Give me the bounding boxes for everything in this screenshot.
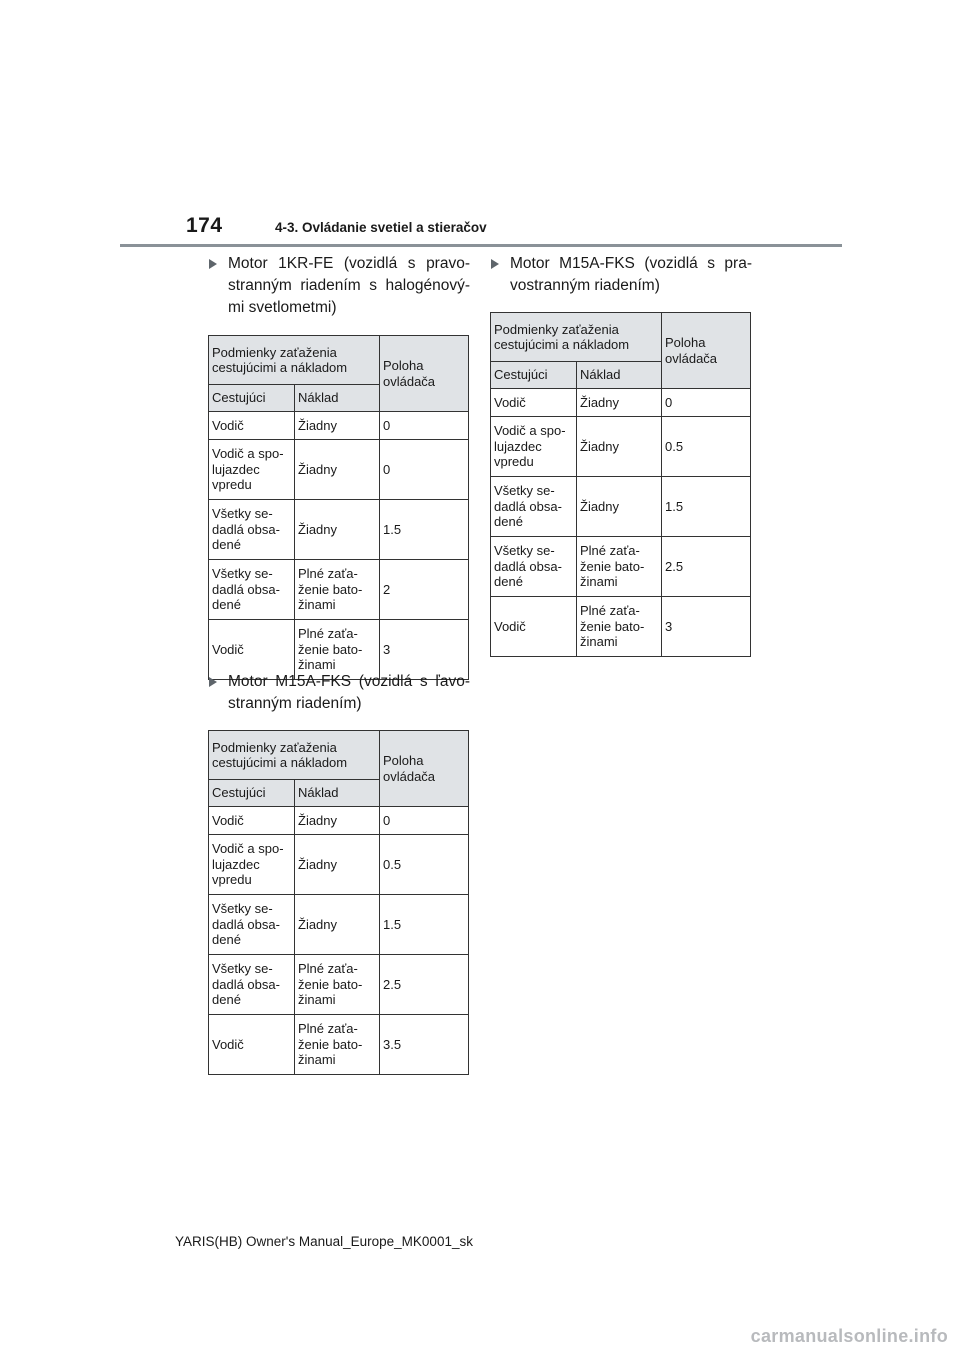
cell-cargo: Plné zaťa-ženie bato-žinami	[295, 955, 380, 1015]
header-cargo: Náklad	[295, 780, 380, 807]
section-heading-text: Motor 1KR-FE (vozidlá s pravo-stranným riadením s halogénový-mi svetlometmi)	[228, 255, 470, 316]
cell-position: 2	[380, 560, 469, 620]
cell-position: 3.5	[380, 1015, 469, 1075]
cell-cargo: Žiadny	[295, 895, 380, 955]
header-divider	[120, 244, 842, 247]
cell-passengers: Vodič	[209, 1015, 295, 1075]
section-motor-m15a-fks-rhd	[490, 253, 752, 657]
cell-cargo: Plné zaťa-ženie bato-žinami	[295, 560, 380, 620]
cell-cargo: Žiadny	[295, 807, 380, 835]
aim-table	[208, 730, 469, 1075]
cell-position: 1.5	[380, 500, 469, 560]
table-row	[209, 440, 469, 500]
cell-position: 0	[662, 389, 751, 417]
cell-cargo: Žiadny	[295, 412, 380, 440]
header-passengers: Cestujúci	[209, 385, 295, 412]
table-row	[209, 807, 469, 835]
table-row	[491, 417, 751, 477]
table-row	[209, 500, 469, 560]
watermark: carmanualsonline.info	[750, 1326, 948, 1346]
cell-position: 1.5	[662, 477, 751, 537]
cell-passengers: Všetky se-dadlá obsa-dené	[209, 955, 295, 1015]
cell-cargo: Žiadny	[577, 477, 662, 537]
cell-cargo: Žiadny	[295, 835, 380, 895]
cell-cargo: Žiadny	[577, 389, 662, 417]
cell-cargo: Plné zaťa-ženie bato-žinami	[295, 620, 380, 680]
header-position: Poloha ovládača	[380, 336, 469, 412]
cell-passengers: Všetky se-dadlá obsa-dené	[491, 537, 577, 597]
section-motor-m15a-fks-lhd	[208, 671, 470, 1075]
cell-position: 2.5	[662, 537, 751, 597]
cell-position: 3	[380, 620, 469, 680]
section-heading	[208, 253, 470, 319]
section-heading	[490, 253, 752, 297]
section-heading	[208, 671, 470, 715]
header-passengers: Cestujúci	[491, 362, 577, 389]
table-row	[491, 597, 751, 657]
header-conditions: Podmienky zaťaženia cestujúcimi a nákladom	[209, 731, 380, 780]
cell-passengers: Všetky se-dadlá obsa-dené	[209, 895, 295, 955]
table-row	[491, 389, 751, 417]
bullet-triangle-icon	[209, 259, 217, 269]
cell-cargo: Žiadny	[295, 500, 380, 560]
header-position: Poloha ovládača	[380, 731, 469, 807]
table-row	[209, 1015, 469, 1075]
table-row	[209, 412, 469, 440]
cell-cargo: Plné zaťa-ženie bato-žinami	[295, 1015, 380, 1075]
section-motor-1kr-fe	[208, 253, 470, 680]
aim-table	[490, 312, 751, 657]
header-conditions: Podmienky zaťaženia cestujúcimi a nákladom	[209, 336, 380, 385]
table-row	[209, 560, 469, 620]
cell-cargo: Žiadny	[577, 417, 662, 477]
table-row	[209, 955, 469, 1015]
section-heading-text: Motor M15A-FKS (vozidlá s pra-vostranným riadením)	[510, 255, 752, 294]
header-cargo: Náklad	[577, 362, 662, 389]
footer-manual-id: YARIS(HB) Owner's Manual_Europe_MK0001_sk	[175, 1234, 473, 1249]
cell-cargo: Plné zaťa-ženie bato-žinami	[577, 537, 662, 597]
cell-passengers: Vodič	[209, 412, 295, 440]
cell-position: 3	[662, 597, 751, 657]
cell-passengers: Všetky se-dadlá obsa-dené	[209, 560, 295, 620]
table-row	[209, 835, 469, 895]
section-heading-text: Motor M15A-FKS (vozidlá s ľavo-stranným riadením)	[228, 673, 470, 712]
cell-position: 0.5	[662, 417, 751, 477]
cell-position: 2.5	[380, 955, 469, 1015]
cell-passengers: Všetky se-dadlá obsa-dené	[209, 500, 295, 560]
cell-passengers: Vodič a spo-lujazdec vpredu	[209, 440, 295, 500]
section-title: 4-3. Ovládanie svetiel a stieračov	[275, 220, 487, 235]
cell-passengers: Vodič	[209, 807, 295, 835]
cell-passengers: Všetky se-dadlá obsa-dené	[491, 477, 577, 537]
aim-table	[208, 335, 469, 680]
cell-cargo: Žiadny	[295, 440, 380, 500]
header-conditions: Podmienky zaťaženia cestujúcimi a nákladom	[491, 313, 662, 362]
cell-passengers: Vodič	[491, 389, 577, 417]
bullet-triangle-icon	[209, 677, 217, 687]
table-row	[491, 537, 751, 597]
cell-position: 0	[380, 412, 469, 440]
cell-cargo: Plné zaťa-ženie bato-žinami	[577, 597, 662, 657]
cell-position: 0	[380, 440, 469, 500]
table-row	[491, 477, 751, 537]
cell-position: 0	[380, 807, 469, 835]
cell-passengers: Vodič	[491, 597, 577, 657]
cell-position: 1.5	[380, 895, 469, 955]
cell-passengers: Vodič a spo-lujazdec vpredu	[209, 835, 295, 895]
header-position: Poloha ovládača	[662, 313, 751, 389]
cell-position: 0.5	[380, 835, 469, 895]
header-cargo: Náklad	[295, 385, 380, 412]
cell-passengers: Vodič	[209, 620, 295, 680]
table-row	[209, 895, 469, 955]
header-passengers: Cestujúci	[209, 780, 295, 807]
page-number: 174	[186, 214, 223, 237]
bullet-triangle-icon	[491, 259, 499, 269]
cell-passengers: Vodič a spo-lujazdec vpredu	[491, 417, 577, 477]
